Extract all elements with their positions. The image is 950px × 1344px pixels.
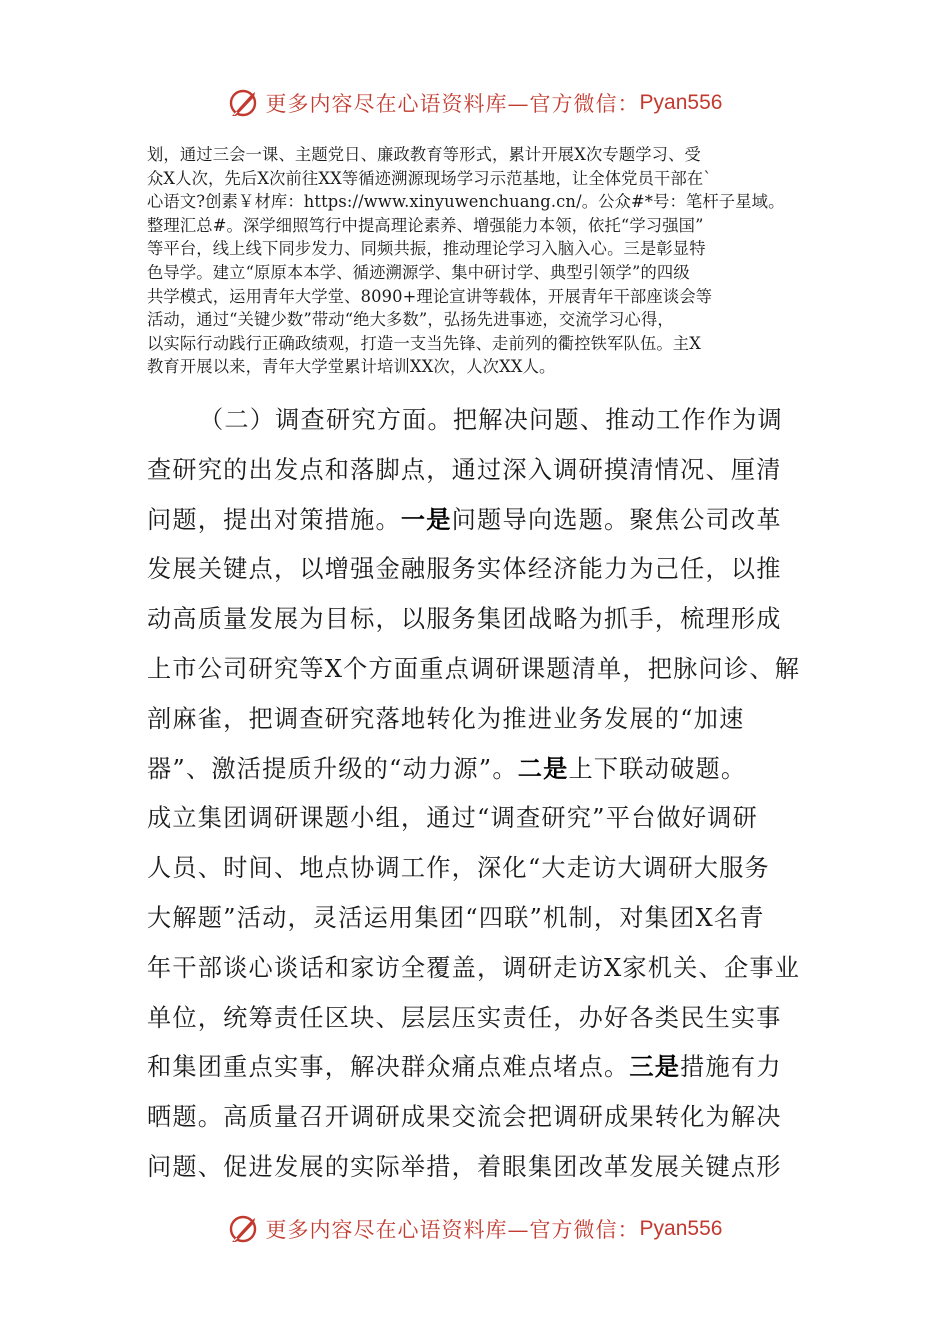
body-text: 问题导向选题。聚焦公司改革 — [451, 505, 782, 534]
small-text-line: 共学模式，运用青年大学堂、8090+理论宣讲等载体，开展青年干部座谈会等 — [147, 286, 713, 306]
header-watermark-handle: Pyan556 — [639, 91, 723, 114]
pen-logo-icon — [228, 1213, 260, 1245]
footer-watermark-handle: Pyan556 — [639, 1217, 723, 1240]
header-watermark-text: 更多内容尽在心语资料库—官方微信： — [265, 92, 640, 116]
body-line: 单位，统筹责任区块、层层压实责任，办好各类民生实事 — [147, 1003, 782, 1032]
small-text-block — [147, 143, 819, 379]
body-line: 问题、促进发展的实际举措，着眼集团改革发展关键点形 — [147, 1152, 782, 1181]
body-line: 成立集团调研课题小组，通过“调查研究”平台做好调研 — [147, 804, 759, 833]
body-text: 和集团重点实事，解决群众痛点难点堵点。 — [147, 1053, 630, 1082]
small-text-line: 活动，通过“关键少数”带动“绝大多数”，弘扬先进事迹，交流学习心得， — [147, 310, 674, 330]
body-line: 剖麻雀，把调查研究落地转化为推进业务发展的“加速 — [147, 704, 745, 733]
footer-watermark-banner — [0, 1209, 950, 1249]
small-text-line: 划，通过三会一课、主题党日、廉政教育等形式，累计开展X次专题学习、受 — [147, 145, 701, 164]
body-line: 发展关键点，以增强金融服务实体经济能力为己任，以推 — [147, 555, 782, 584]
body-line: 人员、时间、地点协调工作，深化“大走访大调研大服务 — [147, 854, 770, 883]
body-line — [147, 496, 819, 546]
body-line: 上市公司研究等X个方面重点调研课题清单，把脉问诊、解 — [147, 654, 801, 683]
small-text-line: 整理汇总#。深学细照笃行中提高理论素养、增强能力本领，依托“学习强国” — [147, 215, 704, 235]
body-text: 上下联动破题。 — [568, 754, 747, 783]
body-text: 措施有力 — [680, 1053, 782, 1082]
body-line: 年干部谈心谈话和家访全覆盖，调研走访X家机关、企事业 — [147, 953, 801, 982]
body-text: 器”、激活提质升级的“动力源”。 — [147, 754, 518, 783]
emphasis-third: 三是 — [629, 1053, 681, 1082]
emphasis-first: 一是 — [400, 505, 452, 534]
small-text-line: 教育开展以来，青年大学堂累计培训XX次，人次XX人。 — [147, 357, 556, 377]
small-text-line: 以实际行动践行正确政绩观，打造一支当先锋、走前列的衢控铁军队伍。主X — [147, 333, 701, 353]
small-text-line: 等平台，线上线下同步发力、同频共振，推动理论学习入脑入心。三是彰显特 — [147, 239, 706, 259]
body-text: 问题，提出对策措施。 — [147, 505, 401, 534]
small-text-line: 色导学。建立“原原本本学、循迹溯源学、集中研讨学、典型引领学”的四级 — [147, 262, 690, 282]
section-research-body — [147, 396, 819, 1193]
section-heading-line: （二）调查研究方面。把解决问题、推动工作作为调 — [199, 406, 783, 434]
body-line: 晒题。高质量召开调研成果交流会把调研成果转化为解决 — [147, 1103, 782, 1132]
footer-watermark-text: 更多内容尽在心语资料库—官方微信： — [265, 1218, 640, 1242]
body-line: 大解题”活动，灵活运用集团“四联”机制，对集团X名青 — [147, 903, 765, 932]
small-text-line: 众X人次，先后X次前往XX等循迹溯源现场学习示范基地，让全体党员干部在` — [147, 168, 712, 188]
header-watermark-banner — [0, 83, 950, 123]
body-line — [147, 745, 819, 795]
body-line: 动高质量发展为目标，以服务集团战略为抓手，梳理形成 — [147, 605, 782, 634]
body-line: 查研究的出发点和落脚点，通过深入调研摸清情况、厘清 — [147, 455, 782, 484]
pen-logo-icon — [228, 87, 260, 119]
small-text-line: 心语文?创素￥材库：https://www.xinyuwenchuang.cn/。公众#*号：笔杆子星域。 — [147, 192, 785, 212]
emphasis-second: 二是 — [517, 754, 569, 783]
body-line — [147, 1043, 819, 1093]
